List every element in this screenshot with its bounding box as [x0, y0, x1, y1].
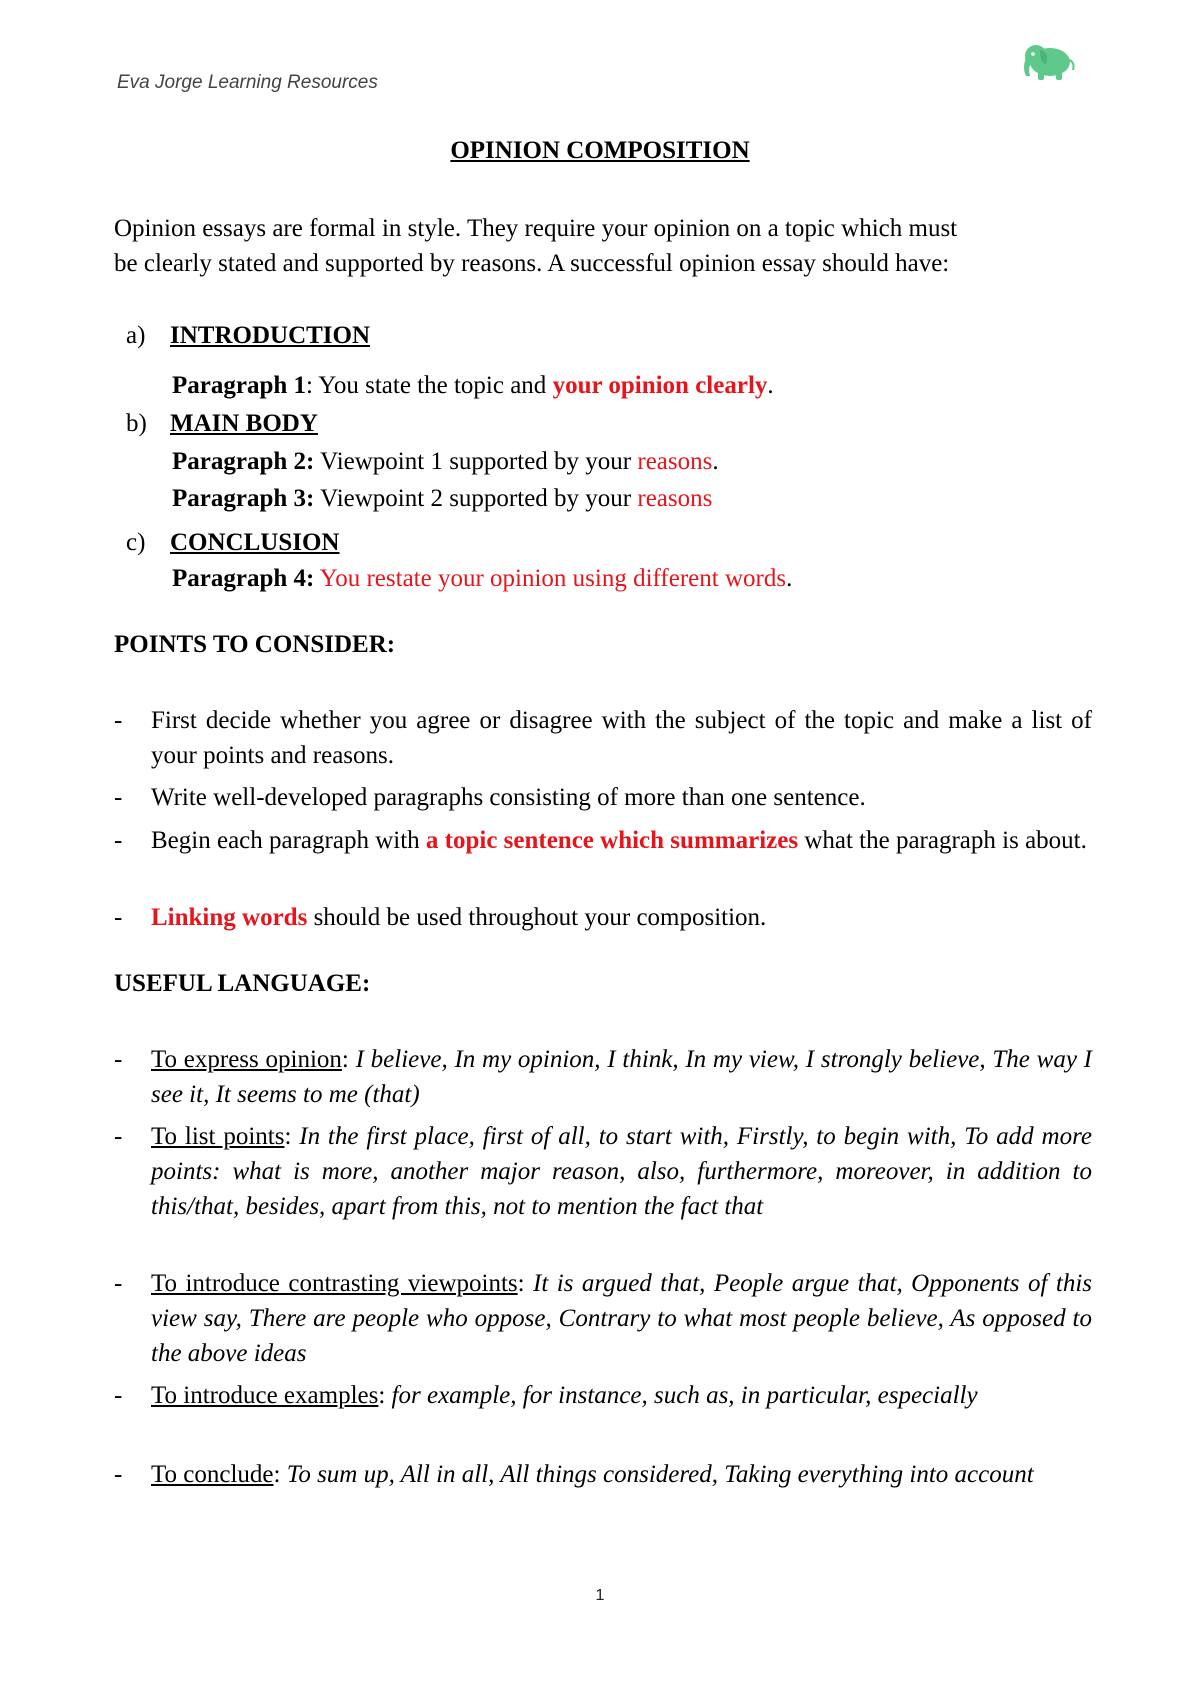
page-number: 1 [595, 1587, 605, 1604]
paragraph-1-text: You state the topic and [312, 372, 553, 399]
language-item-2-text: In the first place, first of all, to start with, Firstly, to begin with, To add more points: what is more, another major reason, also, furthermore, moreover, in addition to this/that, besides, apart from this, not to mention the fact that [151, 1123, 1092, 1220]
list-marker-c: c) [126, 529, 146, 556]
language-item-2-colon: : [284, 1123, 300, 1150]
paragraph-4-label: Paragraph 4: [172, 565, 315, 592]
points-item-2: Write well-developed paragraphs consisting of more than one sentence. [151, 784, 866, 811]
header-text: Eva Jorge Learning Resources [117, 72, 378, 93]
language-item-1-label: To express opinion [151, 1046, 342, 1073]
language-dash-1: - [114, 1046, 123, 1073]
paragraph-4-highlight: You restate your opinion using different words [314, 565, 787, 592]
language-item-1-text: I believe, In my opinion, I think, In my view, I strongly believe, The way I see it, It seems to me (that) [151, 1046, 1092, 1108]
main-body-heading: MAIN BODY [170, 410, 318, 437]
paragraph-2-text: Viewpoint 1 supported by your [314, 448, 638, 475]
language-dash-2: - [114, 1123, 123, 1150]
paragraph-1-highlight: your opinion clearly [552, 372, 768, 399]
conclusion-heading: CONCLUSION [170, 529, 340, 556]
paragraph-1-end: . [767, 372, 774, 399]
list-marker-a: a) [126, 322, 146, 349]
points-dash-1: - [114, 707, 123, 734]
language-item-4 [151, 1378, 1092, 1413]
points-item-3-highlight: a topic sentence which summarizes [425, 827, 799, 854]
paragraph-3-text: Viewpoint 2 supported by your [314, 485, 638, 512]
paragraph-2-line [172, 444, 719, 479]
language-item-1-colon: : [341, 1046, 356, 1073]
paragraph-2-end: . [712, 448, 719, 475]
paragraph-3-line [172, 481, 712, 516]
points-item-3-post: what the paragraph is about. [798, 827, 1087, 854]
language-item-5-text: To sum up, All in all, All things considered, Taking everything into account [286, 1461, 1034, 1488]
language-item-3-text: It is argued that, People argue that, Opponents of this view say, There are people who oppose, Contrary to what most people believe, As opposed to the above ideas [151, 1270, 1092, 1367]
points-item-3 [151, 823, 1092, 858]
page-title: OPINION COMPOSITION [450, 137, 750, 164]
points-item-4-post: should be used throughout your composition. [307, 904, 767, 931]
paragraph-4-line [172, 561, 792, 596]
paragraph-3-highlight: reasons [637, 485, 713, 512]
list-marker-b: b) [126, 410, 147, 437]
intro-line-1: Opinion essays are formal in style. They require your opinion on a topic which must [114, 215, 958, 242]
language-heading: USEFUL LANGUAGE: [114, 970, 371, 997]
paragraph-4-end: . [786, 565, 793, 592]
language-item-4-text: for example, for instance, such as, in particular, especially [391, 1382, 978, 1409]
points-heading: POINTS TO CONSIDER: [114, 631, 396, 658]
points-dash-3: - [114, 827, 123, 854]
paragraph-1-label: Paragraph 1 [172, 372, 307, 399]
points-dash-4: - [114, 904, 123, 931]
introduction-heading: INTRODUCTION [170, 322, 371, 349]
language-dash-4: - [114, 1382, 123, 1409]
language-dash-3: - [114, 1270, 123, 1297]
language-item-5 [151, 1457, 1092, 1492]
language-item-3-colon: : [517, 1270, 534, 1297]
language-dash-5: - [114, 1461, 123, 1488]
paragraph-2-label: Paragraph 2: [172, 448, 315, 475]
points-item-3-pre: Begin each paragraph with [151, 827, 426, 854]
points-item-1: First decide whether you agree or disagree with the subject of the topic and make a list of your points and reasons. [151, 707, 1092, 769]
language-item-5-label: To conclude [151, 1461, 274, 1488]
points-dash-2: - [114, 784, 123, 811]
paragraph-3-label: Paragraph 3: [172, 485, 315, 512]
language-item-4-colon: : [378, 1382, 392, 1409]
language-item-5-colon: : [273, 1461, 287, 1488]
elephant-icon [1020, 42, 1078, 82]
language-item-4-label: To introduce examples [151, 1382, 379, 1409]
intro-line-2: be clearly stated and supported by reasons. A successful opinion essay should have: [114, 250, 950, 277]
language-item-3-label: To introduce contrasting viewpoints [151, 1270, 518, 1297]
points-item-4-highlight: Linking words [151, 904, 308, 931]
language-item-3 [151, 1266, 1092, 1371]
language-item-2 [151, 1119, 1092, 1224]
language-item-1 [151, 1042, 1092, 1112]
points-item-4 [151, 900, 1092, 935]
paragraph-1-colon: : [306, 372, 313, 399]
paragraph-1-line [172, 368, 774, 403]
paragraph-2-highlight: reasons [637, 448, 713, 475]
language-item-2-label: To list points [151, 1123, 285, 1150]
